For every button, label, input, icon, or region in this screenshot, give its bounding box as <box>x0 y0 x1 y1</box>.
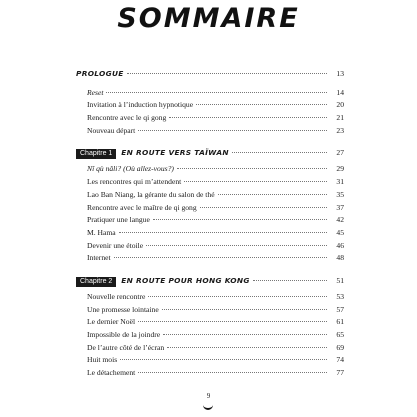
toc-entry[interactable] <box>76 176 344 189</box>
toc-entry-page: 14 <box>336 87 344 97</box>
toc-entry-label: Nǐ qù nǎli? (Où allez-vous?) <box>87 164 174 174</box>
chapter-2-title: EN ROUTE POUR HONG KONG <box>121 275 250 285</box>
toc-entry-page: 21 <box>336 113 344 123</box>
toc-entry-label: Pratiquer une langue <box>87 215 150 225</box>
toc-entry-page: 48 <box>336 253 344 263</box>
toc-entry[interactable] <box>76 316 344 329</box>
dot-leader <box>106 92 327 93</box>
toc-heading-prologue[interactable] <box>76 68 344 81</box>
dot-leader <box>177 168 327 169</box>
chapter-2-badge: Chapitre 2 <box>76 277 116 287</box>
dot-leader <box>119 232 327 233</box>
toc-entry-page: 57 <box>336 304 344 314</box>
dot-leader <box>253 280 327 281</box>
toc-entry-label: Invitation à l’induction hypnotique <box>87 100 194 110</box>
toc-entry[interactable] <box>76 163 344 176</box>
dot-leader <box>162 309 327 310</box>
toc-entry[interactable] <box>76 227 344 240</box>
spacer <box>76 265 344 274</box>
toc-entry-label: Le dernier Noël <box>87 317 136 327</box>
toc-entry[interactable] <box>76 99 344 112</box>
toc-entry-label: Lao Ban Niang, la gérante du salon de thé <box>87 189 215 199</box>
toc-entry-page: 61 <box>336 317 344 327</box>
toc-entry[interactable] <box>76 354 344 367</box>
toc-entry-label: Nouveau départ <box>87 125 136 135</box>
toc-entry-page: 29 <box>336 164 344 174</box>
toc-entry-page: 46 <box>336 240 344 250</box>
spacer <box>76 137 344 146</box>
dot-leader <box>138 372 327 373</box>
toc-entry-label: Huit mois <box>87 355 118 365</box>
page-ornament <box>203 404 213 410</box>
dot-leader <box>169 117 327 118</box>
dot-leader <box>114 257 327 258</box>
chapter-1-page: 27 <box>336 148 344 158</box>
dot-leader <box>196 104 327 105</box>
prologue-page: 13 <box>336 69 344 78</box>
dot-leader <box>127 73 327 74</box>
dot-leader <box>138 130 327 131</box>
toc-entry-label: Les rencontres qui m’attendent <box>87 177 182 187</box>
chapter-1-badge: Chapitre 1 <box>76 149 116 159</box>
page-title: SOMMAIRE <box>117 3 300 34</box>
toc-entry[interactable] <box>76 304 344 317</box>
toc-entry-label: Une promesse lointaine <box>87 304 159 314</box>
table-of-contents <box>76 68 344 380</box>
toc-entry-label: Devenir une étoile <box>87 240 144 250</box>
dot-leader <box>148 296 327 297</box>
toc-entry[interactable] <box>76 240 344 253</box>
toc-entry[interactable] <box>76 87 344 100</box>
toc-entry[interactable] <box>76 329 344 342</box>
toc-entry-label: Impossible de la joindre <box>87 330 161 339</box>
toc-entry-page: 77 <box>336 368 344 378</box>
dot-leader <box>163 334 327 335</box>
toc-entry-label: De l’autre côté de l’écran <box>87 342 165 352</box>
dot-leader <box>200 207 327 208</box>
dot-leader <box>146 245 327 246</box>
toc-entry-page: 65 <box>336 330 344 339</box>
toc-entry-page: 37 <box>336 202 344 212</box>
dot-leader <box>218 194 327 195</box>
dot-leader <box>153 219 327 220</box>
toc-entry-label: Rencontre avec le maître de qi gong <box>87 202 197 212</box>
toc-entry-label: Reset <box>87 87 104 97</box>
toc-entry[interactable] <box>76 112 344 125</box>
toc-entry-label: Nouvelle rencontre <box>87 291 146 301</box>
toc-entry[interactable] <box>76 202 344 215</box>
dot-leader <box>184 181 327 182</box>
toc-entry-page: 31 <box>336 177 344 187</box>
toc-entry-page: 42 <box>336 215 344 225</box>
toc-entry[interactable] <box>76 125 344 138</box>
dot-leader <box>138 321 327 322</box>
prologue-heading: PROLOGUE <box>76 69 124 78</box>
toc-entry-page: 20 <box>336 100 344 110</box>
toc-entry[interactable] <box>76 189 344 202</box>
toc-entry-label: Rencontre avec le qi gong <box>87 113 167 123</box>
toc-entry[interactable] <box>76 214 344 227</box>
toc-entry-page: 74 <box>336 355 344 365</box>
toc-heading-chapter-1[interactable] <box>76 146 344 160</box>
toc-entry-page: 45 <box>336 227 344 237</box>
toc-entry[interactable] <box>76 367 344 380</box>
toc-entry[interactable] <box>76 342 344 355</box>
toc-entry-page: 53 <box>336 291 344 301</box>
page-number: 9 <box>206 392 211 400</box>
toc-entry-label: M. Hama <box>87 227 116 237</box>
chapter-2-page: 51 <box>336 275 344 285</box>
toc-entry-label: Internet <box>87 253 111 263</box>
toc-entry-label: Le détachement <box>87 368 136 378</box>
toc-heading-chapter-2[interactable] <box>76 274 344 288</box>
dot-leader <box>120 359 327 360</box>
chapter-1-title: EN ROUTE VERS TAÏWAN <box>121 148 229 158</box>
toc-entry-page: 69 <box>336 342 344 352</box>
toc-entry-page: 23 <box>336 125 344 135</box>
dot-leader <box>232 152 327 153</box>
toc-entry[interactable] <box>76 291 344 304</box>
toc-entry-page: 35 <box>336 189 344 199</box>
toc-entry[interactable] <box>76 252 344 265</box>
dot-leader <box>167 347 327 348</box>
